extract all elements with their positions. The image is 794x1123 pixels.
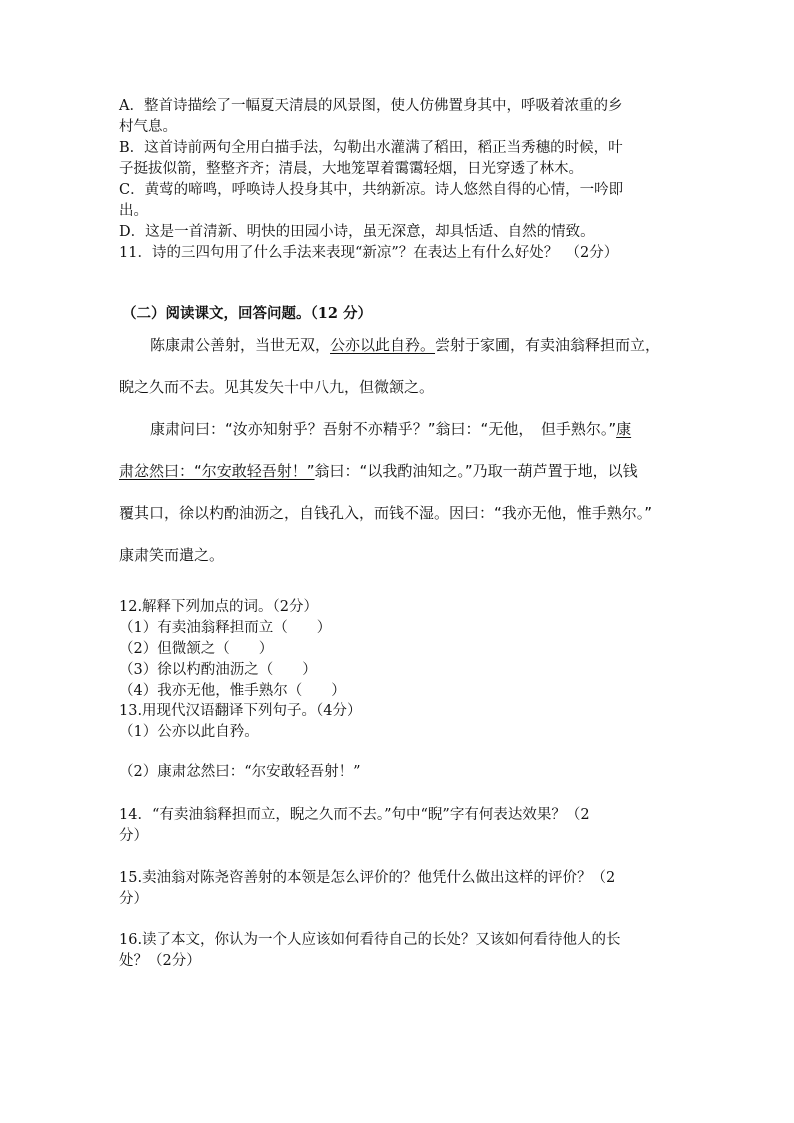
passage-line-1 xyxy=(150,334,660,356)
question-16-line-2: 处？（2分） xyxy=(119,953,201,969)
question-13-title: 13.用现代汉语翻译下列句子。（4分） xyxy=(119,703,362,719)
passage-line-5: 覆其口，徐以杓酌油沥之，自钱孔入，而钱不湿。因曰：“我亦无他，惟手熟尔。” xyxy=(119,504,653,522)
underlined-sentence: 康 xyxy=(616,420,632,438)
question-11: 11．诗的三四句用了什么手法来表现“新凉”？在表达上有什么好处？ （2分） xyxy=(119,245,619,261)
passage-line-3 xyxy=(150,418,631,440)
passage-text: 陈康肃公善射，当世无双， xyxy=(150,336,331,354)
passage-text: 康肃问曰：“汝亦知射乎？吾射不亦精乎？”翁曰：“无他， 但手熟尔。” xyxy=(150,420,617,438)
option-c-line2: 出。 xyxy=(119,203,148,219)
question-12-item-4: （4）我亦无他，惟手熟尔（ ） xyxy=(119,683,346,699)
option-d-line1: D．这是一首清新、明快的田园小诗，虽无深意，却具恬适、自然的情致。 xyxy=(119,224,595,240)
question-16-line-1: 16.读了本文，你认为一个人应该如何看待自己的长处？又该如何看待他人的长 xyxy=(119,932,621,948)
question-15-line-2: 分） xyxy=(119,891,148,907)
question-15-line-1: 15.卖油翁对陈尧咨善射的本领是怎么评价的？他凭什么做出这样的评价？（2 xyxy=(119,870,616,886)
passage-line-6: 康肃笑而遣之。 xyxy=(119,546,225,564)
section-2-title: （二）阅读课文，回答问题。（12 分） xyxy=(122,305,372,322)
passage-line-2: 睨之久而不去。见其发矢十中八九，但微颔之。 xyxy=(119,378,435,396)
question-13-item-2: （2）康肃忿然曰：“尔安敢轻吾射！” xyxy=(119,764,361,780)
option-c-line1: C．黄莺的啼鸣，呼唤诗人投身其中，共纳新凉。诗人悠然自得的心情，一吟即 xyxy=(119,182,624,198)
option-b-line2: 子挺拔似箭，整整齐齐；清晨，大地笼罩着霭霭轻烟，日光穿透了林木。 xyxy=(119,161,583,177)
question-12-item-2: （2）但微颔之（ ） xyxy=(119,641,274,657)
question-13-item-1: （1）公亦以此自矜。 xyxy=(119,724,259,740)
option-b-line1: B．这首诗前两句全用白描手法，勾勒出水灌满了稻田，稻正当秀穗的时候，叶 xyxy=(119,140,623,156)
question-12-item-3: （3）徐以杓酌油沥之（ ） xyxy=(119,662,317,678)
question-14-line-1: 14．“有卖油翁释担而立，睨之久而不去。”句中“睨”字有何表达效果？（2 xyxy=(119,807,590,823)
question-12-title: 12.解释下列加点的词。（2分） xyxy=(119,599,319,615)
question-14-line-2: 分） xyxy=(119,828,148,844)
passage-text: 尝射于家圃，有卖油翁释担而立， xyxy=(435,336,661,354)
passage-text: 翁曰：“以我酌油知之。”乃取一葫芦置于地，以钱 xyxy=(314,462,638,480)
option-a-line1: A．整首诗描绘了一幅夏天清晨的风景图，使人仿佛置身其中，呼吸着浓重的乡 xyxy=(119,98,623,114)
passage-line-4 xyxy=(119,460,638,482)
underlined-sentence: 肃忿然曰：“尔安敢轻吾射！” xyxy=(119,462,315,480)
question-12-item-1: （1）有卖油翁释担而立（ ） xyxy=(119,620,332,636)
underlined-sentence: 公亦以此自矜。 xyxy=(330,336,436,354)
option-a-line2: 村气息。 xyxy=(119,119,177,135)
